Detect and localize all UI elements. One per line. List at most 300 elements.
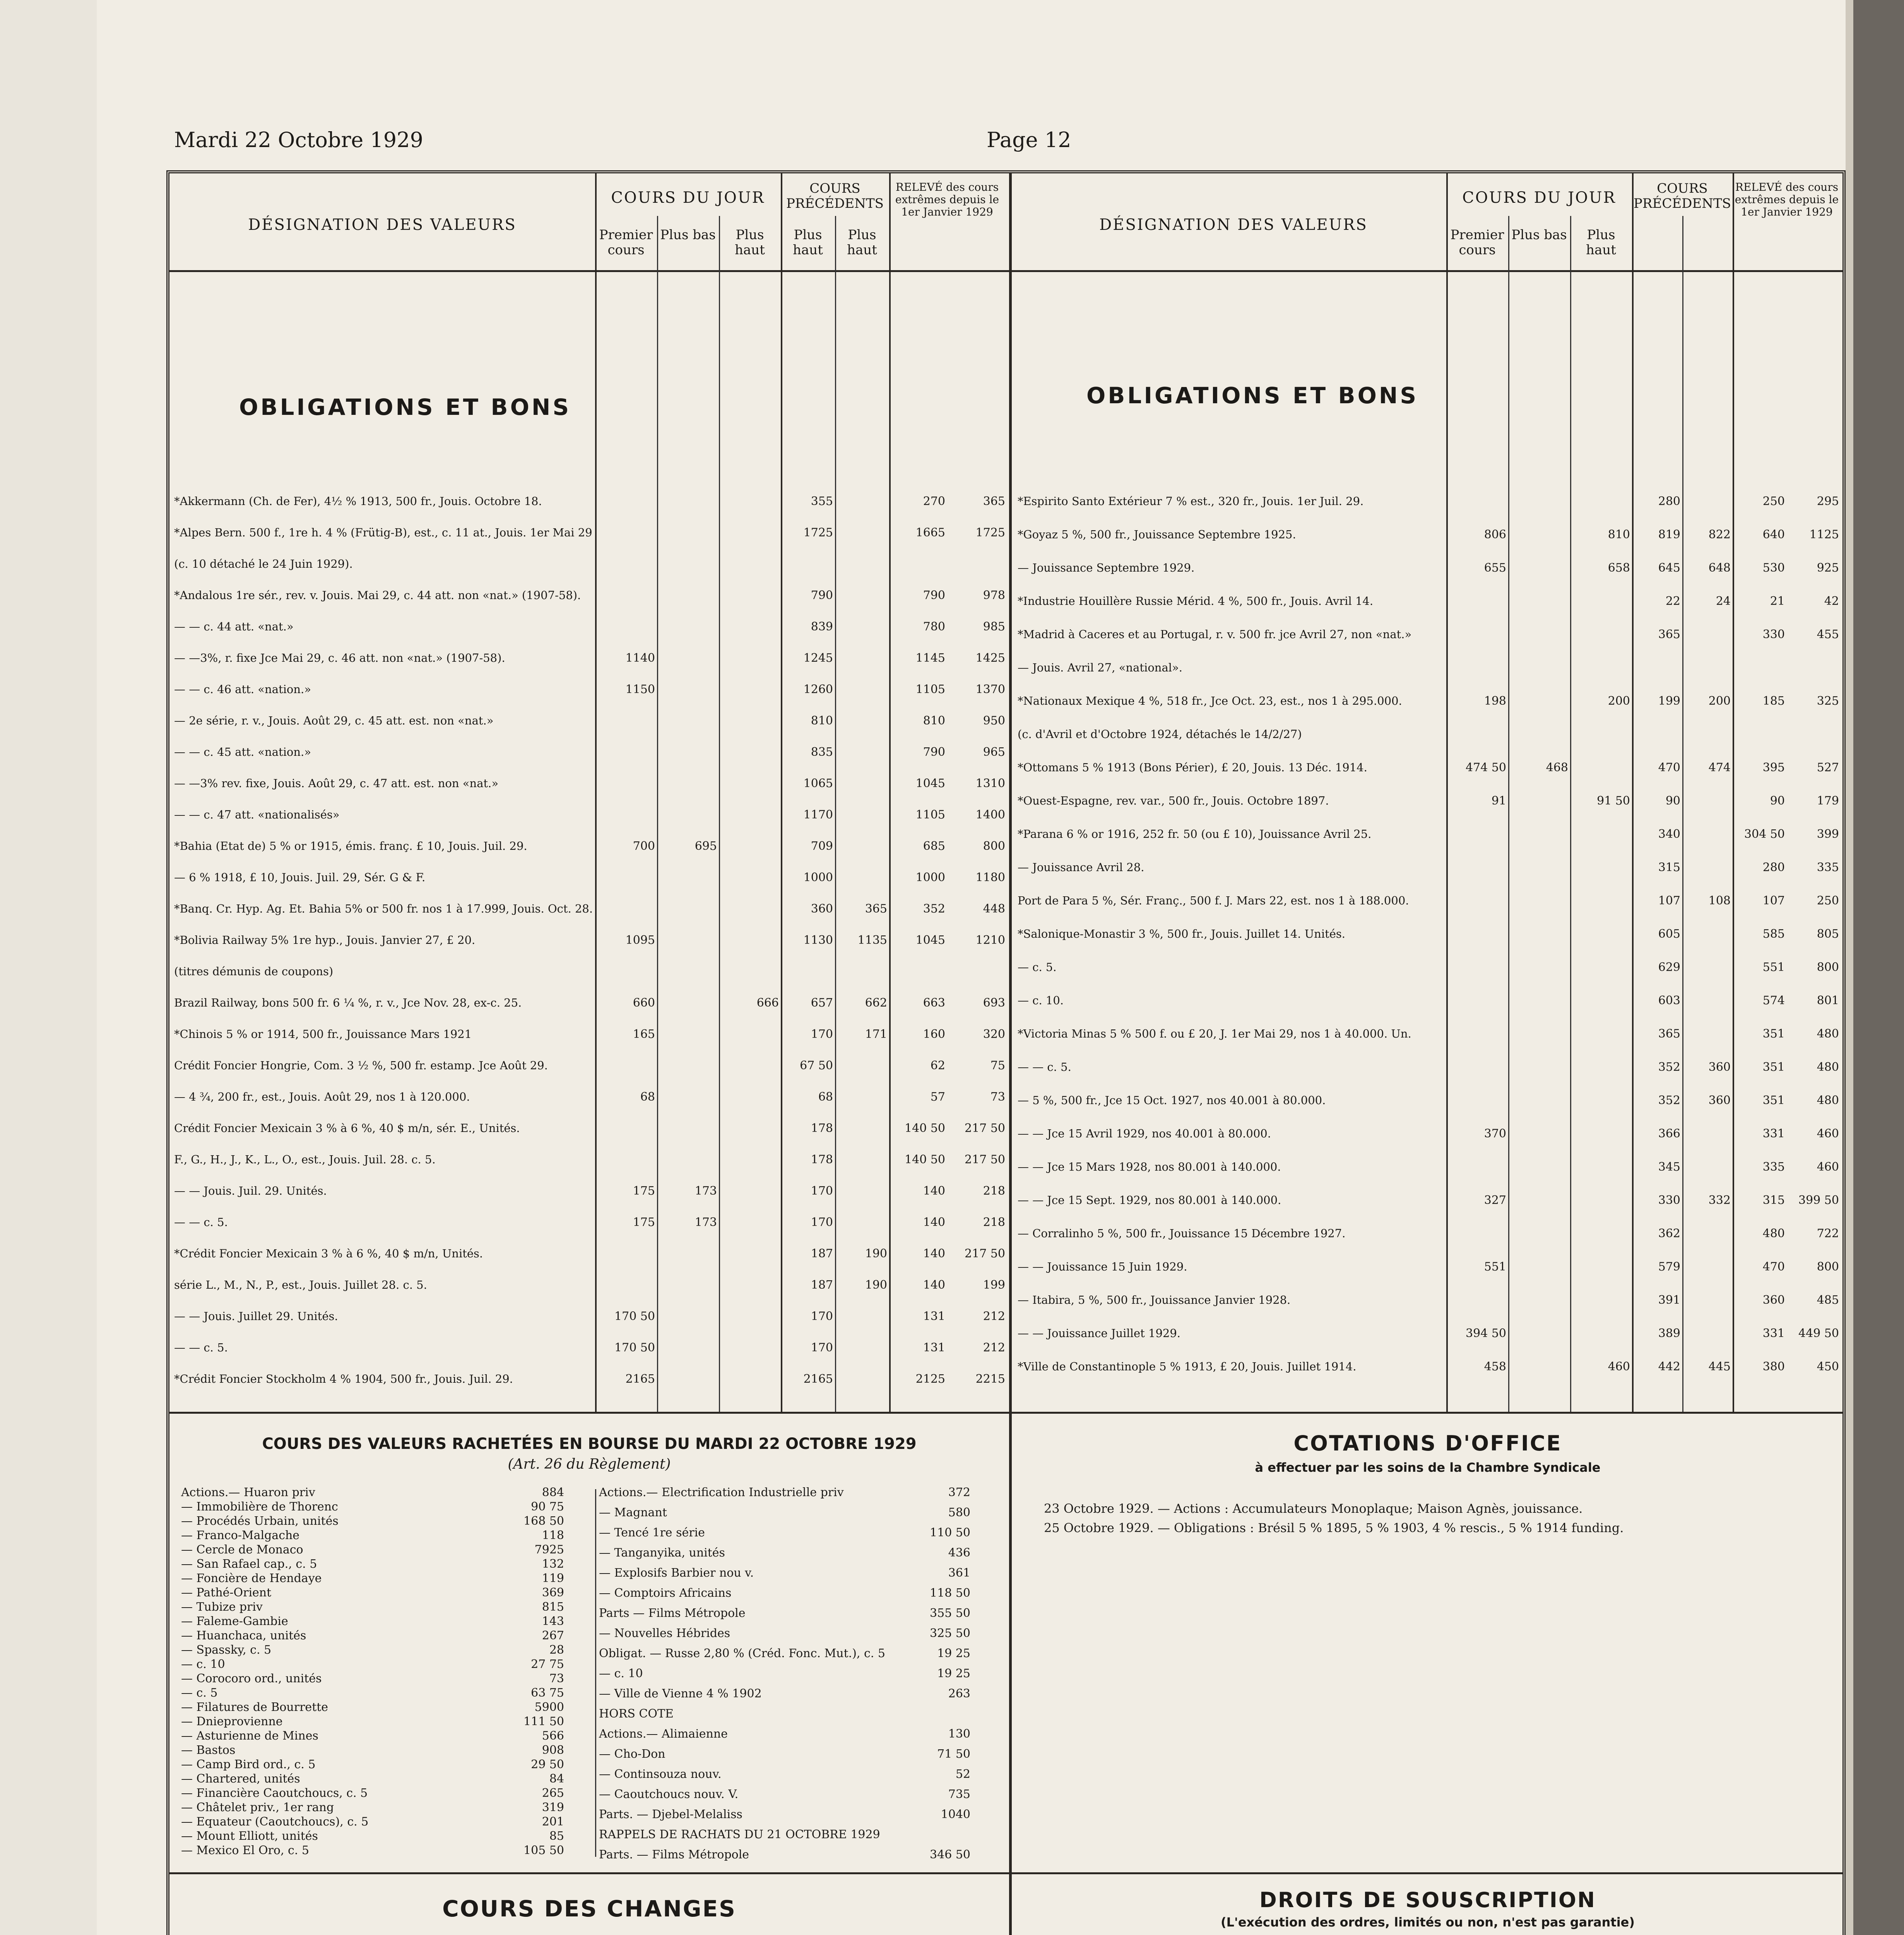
rachetees-item: — Châtelet priv., 1er rang bbox=[181, 1801, 334, 1814]
right-section-title: OBLIGATIONS ET BONS bbox=[1086, 382, 1419, 409]
table-row-value: 68 bbox=[640, 1090, 655, 1104]
table-row-value: 839 bbox=[811, 620, 833, 634]
table-row-value: 801 bbox=[1817, 994, 1839, 1007]
table-row-value: 325 bbox=[1817, 694, 1839, 708]
rachetees-value: 267 bbox=[542, 1629, 564, 1642]
rachetees-value: 90 75 bbox=[531, 1500, 564, 1514]
left-cours-jour-head: COURS DU JOUR bbox=[611, 189, 765, 207]
table-row-value: 131 bbox=[923, 1341, 945, 1354]
table-row-value: 800 bbox=[983, 839, 1005, 853]
table-row-value: 315 bbox=[1762, 1194, 1785, 1207]
table-row-value: 1045 bbox=[915, 777, 945, 790]
table-row-value: 2215 bbox=[975, 1372, 1005, 1386]
table-row-label: — 5 %, 500 fr., Jce 15 Oct. 1927, nos 40.001 à 80.000. bbox=[1018, 1094, 1326, 1107]
table-row-value: 280 bbox=[1762, 861, 1785, 874]
table-row-value: 108 bbox=[1708, 894, 1731, 908]
table-row-value: 171 bbox=[865, 1027, 887, 1041]
col-rule bbox=[657, 216, 658, 1412]
table-row-value: 332 bbox=[1708, 1194, 1731, 1207]
table-row-value: 1245 bbox=[803, 651, 833, 665]
table-row-value: 331 bbox=[1762, 1127, 1785, 1140]
table-row-value: 360 bbox=[1762, 1293, 1785, 1307]
table-row-label: *Industrie Houillère Russie Mérid. 4 %, 500 fr., Jouis. Avril 14. bbox=[1018, 594, 1374, 608]
rachetees-item: Actions.— Electrification Industrielle priv bbox=[599, 1486, 844, 1499]
rachetees-item: — Financière Caoutchoucs, c. 5 bbox=[181, 1786, 368, 1800]
table-row-value: 458 bbox=[1484, 1360, 1506, 1373]
table-row-label: *Ville de Constantinople 5 % 1913, £ 20, Jouis. Juillet 1914. bbox=[1018, 1360, 1357, 1373]
table-row-value: 351 bbox=[1762, 1094, 1785, 1107]
table-row-value: 212 bbox=[983, 1341, 1005, 1354]
office-box bbox=[1013, 1412, 1842, 1872]
table-row-value: 399 50 bbox=[1798, 1194, 1839, 1207]
table-row-value: 90 bbox=[1665, 794, 1680, 808]
rachetees-value: 263 bbox=[948, 1687, 970, 1700]
table-row-label: *Ouest-Espagne, rev. var., 500 fr., Jouis. Octobre 1897. bbox=[1018, 794, 1329, 807]
left-plushaut-head: Plus haut bbox=[735, 227, 765, 258]
table-row-value: 629 bbox=[1658, 961, 1680, 974]
table-row-value: 160 bbox=[923, 1027, 945, 1041]
table-row-label: — — Jouissance 15 Juin 1929. bbox=[1018, 1260, 1187, 1273]
col-rule bbox=[781, 173, 782, 1412]
col-rule bbox=[719, 216, 720, 1412]
rachetees-value: 52 bbox=[955, 1767, 970, 1781]
left-premier-head: Premier cours bbox=[599, 227, 653, 258]
table-row-value: 217 50 bbox=[965, 1122, 1005, 1135]
table-row-value: 395 bbox=[1762, 761, 1785, 774]
table-row-value: 165 bbox=[633, 1027, 655, 1041]
table-row-value: 1370 bbox=[975, 683, 1005, 696]
table-row-value: 178 bbox=[811, 1122, 833, 1135]
changes-box bbox=[169, 1872, 1009, 1935]
table-row-value: 42 bbox=[1824, 594, 1839, 608]
table-row-value: 685 bbox=[923, 839, 945, 853]
table-row-label: — 4 ¾, 200 fr., est., Jouis. Août 29, nos 1 à 120.000. bbox=[174, 1090, 470, 1103]
rachetees-item: RAPPELS DE RACHATS DU 21 OCTOBRE 1929 bbox=[599, 1828, 880, 1841]
left-precedents-head: COURS PRÉCÉDENTS bbox=[786, 181, 884, 212]
table-row-value: 140 bbox=[923, 1247, 945, 1260]
rachetees-item: Actions.— Huaron priv bbox=[181, 1486, 315, 1499]
table-row-value: 68 bbox=[818, 1090, 833, 1104]
rachetees-item: — Faleme-Gambie bbox=[181, 1615, 288, 1628]
table-row-label: *Ottomans 5 % 1913 (Bons Périer), £ 20, Jouis. 13 Déc. 1914. bbox=[1018, 761, 1367, 774]
table-row-value: 790 bbox=[923, 745, 945, 759]
table-row-label: (c. d'Avril et d'Octobre 1924, détachés le 14/2/27) bbox=[1018, 728, 1302, 741]
rachetees-value: 361 bbox=[948, 1566, 970, 1580]
table-row-label: — — c. 47 att. «nationalisés» bbox=[174, 808, 340, 821]
table-row-value: 90 bbox=[1770, 794, 1785, 808]
table-row-value: 2165 bbox=[625, 1372, 655, 1386]
table-row-value: 965 bbox=[983, 745, 1005, 759]
table-row-label: *Akkermann (Ch. de Fer), 4½ % 1913, 500 fr., Jouis. Octobre 18. bbox=[174, 495, 542, 508]
header-page: Page 12 bbox=[987, 128, 1071, 152]
rachetees-item: — Spassky, c. 5 bbox=[181, 1643, 272, 1657]
rachetees-value: 325 50 bbox=[930, 1627, 970, 1640]
rachetees-value: 111 50 bbox=[523, 1715, 564, 1728]
table-row-value: 187 bbox=[811, 1247, 833, 1260]
table-row-value: 330 bbox=[1762, 628, 1785, 641]
rachetees-item: HORS COTE bbox=[599, 1707, 674, 1721]
table-row-value: 57 bbox=[930, 1090, 945, 1104]
table-row-value: 365 bbox=[865, 902, 887, 916]
droits-box bbox=[1013, 1872, 1842, 1935]
table-row-value: 666 bbox=[756, 996, 779, 1010]
office-title: COTATIONS D'OFFICE bbox=[1293, 1431, 1562, 1456]
rachetees-value: 369 bbox=[542, 1586, 564, 1599]
rachetees-item: Parts — Films Métropole bbox=[599, 1606, 746, 1620]
table-row-value: 352 bbox=[1658, 1094, 1680, 1107]
rachetees-value: 5900 bbox=[534, 1700, 564, 1714]
rachetees-box bbox=[169, 1412, 1009, 1872]
table-row-value: 250 bbox=[1762, 495, 1785, 508]
table-row-value: 304 50 bbox=[1744, 827, 1785, 841]
table-row-value: 1725 bbox=[803, 526, 833, 539]
rachetees-value: 110 50 bbox=[930, 1526, 970, 1539]
table-row-value: 389 bbox=[1658, 1327, 1680, 1340]
rachetees-item: — Chartered, unités bbox=[181, 1772, 300, 1786]
table-row-value: 199 bbox=[983, 1278, 1005, 1292]
table-row-label: *Banq. Cr. Hyp. Ag. Et. Bahia 5% or 500 fr. nos 1 à 17.999, Jouis. Oct. 28. bbox=[174, 902, 593, 915]
main-frame bbox=[166, 170, 1846, 1935]
table-row-value: 170 bbox=[811, 1027, 833, 1041]
rachetees-item: — Ville de Vienne 4 % 1902 bbox=[599, 1687, 762, 1700]
table-row-label: — c. 5. bbox=[1018, 961, 1057, 974]
table-row-value: 320 bbox=[983, 1027, 1005, 1041]
rachetees-item: Parts. — Djebel-Melaliss bbox=[599, 1808, 742, 1821]
table-row-value: 179 bbox=[1817, 794, 1839, 808]
rachetees-item: Actions.— Alimaienne bbox=[599, 1727, 728, 1741]
table-row-value: 335 bbox=[1762, 1160, 1785, 1174]
table-row-label: — — Jce 15 Sept. 1929, nos 80.001 à 140.000. bbox=[1018, 1194, 1281, 1207]
table-row-label: *Goyaz 5 %, 500 fr., Jouissance Septembre 1925. bbox=[1018, 528, 1296, 541]
rachetees-value: 168 50 bbox=[523, 1514, 564, 1528]
table-row-value: 1065 bbox=[803, 777, 833, 790]
rachetees-item: — Foncière de Hendaye bbox=[181, 1572, 322, 1585]
table-row-label: *Parana 6 % or 1916, 252 fr. 50 (ou £ 10), Jouissance Avril 25. bbox=[1018, 827, 1372, 841]
table-row-label: *Crédit Foncier Stockholm 4 % 1904, 500 fr., Jouis. Juil. 29. bbox=[174, 1372, 513, 1385]
table-row-label: — — Jce 15 Mars 1928, nos 80.001 à 140.000. bbox=[1018, 1160, 1281, 1173]
left-prec-plushaut: Plus haut bbox=[793, 227, 823, 258]
col-rule bbox=[1733, 173, 1734, 1412]
office-subtitle: à effectuer par les soins de la Chambre Syndicale bbox=[1255, 1460, 1601, 1475]
table-row-value: 170 bbox=[811, 1184, 833, 1198]
rachetees-item: — Explosifs Barbier nou v. bbox=[599, 1566, 754, 1580]
rachetees-value: 71 50 bbox=[937, 1747, 970, 1761]
table-row-value: 480 bbox=[1817, 1060, 1839, 1074]
rachetees-value: 130 bbox=[948, 1727, 970, 1741]
table-row-label: *Victoria Minas 5 % 500 f. ou £ 20, J. 1er Mai 29, nos 1 à 40.000. Un. bbox=[1018, 1027, 1411, 1040]
col-rule bbox=[1508, 216, 1509, 1412]
rachetees-value: 27 75 bbox=[531, 1658, 564, 1671]
rachetees-item: — Mexico El Oro, c. 5 bbox=[181, 1844, 309, 1857]
table-row-value: 449 50 bbox=[1798, 1327, 1839, 1340]
table-row-label: — Jouissance Avril 28. bbox=[1018, 861, 1144, 874]
rachetees-item: — Procédés Urbain, unités bbox=[181, 1514, 339, 1528]
table-row-value: 805 bbox=[1817, 927, 1839, 941]
table-row-label: — — Jouissance Juillet 1929. bbox=[1018, 1327, 1181, 1340]
rachetees-item: — c. 5 bbox=[181, 1686, 218, 1700]
table-row-value: 200 bbox=[1708, 694, 1731, 708]
rachetees-item: — Asturienne de Mines bbox=[181, 1729, 318, 1743]
rachetees-item: — Camp Bird ord., c. 5 bbox=[181, 1758, 316, 1771]
table-row-value: 352 bbox=[923, 902, 945, 916]
table-row-value: 67 50 bbox=[800, 1059, 833, 1072]
rachetees-value: 105 50 bbox=[523, 1844, 564, 1857]
table-row-value: 170 bbox=[811, 1310, 833, 1323]
table-row-value: 140 bbox=[923, 1216, 945, 1229]
table-row-value: 218 bbox=[983, 1216, 1005, 1229]
rachetees-value: 29 50 bbox=[531, 1758, 564, 1771]
left-designation-head: DÉSIGNATION DES VALEURS bbox=[248, 216, 517, 234]
table-row-value: 985 bbox=[983, 620, 1005, 634]
table-row-label: — — Jouis. Juillet 29. Unités. bbox=[174, 1310, 338, 1323]
table-row-label: *Salonique-Monastir 3 %, 500 fr., Jouis. Juillet 14. Unités. bbox=[1018, 927, 1346, 940]
rachetees-value: 132 bbox=[542, 1557, 564, 1571]
table-row-label: série L., M., N., P., est., Jouis. Juillet 28. c. 5. bbox=[174, 1278, 427, 1291]
table-row-value: 2165 bbox=[803, 1372, 833, 1386]
table-row-label: — 2e série, r. v., Jouis. Août 29, c. 45 att. est. non «nat.» bbox=[174, 714, 494, 727]
table-row-value: 480 bbox=[1762, 1227, 1785, 1240]
table-row-value: 295 bbox=[1817, 495, 1839, 508]
table-row-value: 399 bbox=[1817, 827, 1839, 841]
rachetees-item: — Cercle de Monaco bbox=[181, 1543, 303, 1557]
rachetees-value: 735 bbox=[948, 1788, 970, 1801]
table-row-value: 1140 bbox=[625, 651, 655, 665]
col-rule bbox=[595, 1489, 596, 1857]
table-row-value: 1725 bbox=[975, 526, 1005, 539]
table-row-label: — — c. 46 att. «nation.» bbox=[174, 683, 311, 696]
table-row-value: 212 bbox=[983, 1310, 1005, 1323]
table-row-value: 978 bbox=[983, 589, 1005, 602]
table-row-label: *Andalous 1re sér., rev. v. Jouis. Mai 29, c. 44 att. non «nat.» (1907-58). bbox=[174, 589, 581, 602]
table-row-value: 448 bbox=[983, 902, 1005, 916]
left-releve-head: RELEVÉ des cours extrêmes depuis le 1er Janvier 1929 bbox=[895, 181, 999, 219]
col-rule bbox=[595, 173, 597, 1412]
table-row-value: 1150 bbox=[625, 683, 655, 696]
table-row-label: *Alpes Bern. 500 f., 1re h. 4 % (Frütig-B), est., c. 11 at., Jouis. 1er Mai 29 bbox=[174, 526, 592, 539]
rachetees-value: 355 50 bbox=[930, 1606, 970, 1620]
table-row-label: *Crédit Foncier Mexicain 3 % à 6 %, 40 $ m/n, Unités. bbox=[174, 1247, 483, 1260]
rachetees-value: 73 bbox=[549, 1672, 564, 1685]
table-row-value: 551 bbox=[1484, 1260, 1506, 1274]
table-row-value: 790 bbox=[923, 589, 945, 602]
table-row-value: 790 bbox=[811, 589, 833, 602]
rachetees-item: — Mount Elliott, unités bbox=[181, 1829, 318, 1843]
table-row-value: 1400 bbox=[975, 808, 1005, 822]
col-rule bbox=[889, 173, 891, 1412]
table-row-value: 655 bbox=[1484, 561, 1506, 575]
rachetees-item: Obligat. — Russe 2,80 % (Créd. Fonc. Mut.), c. 5 bbox=[599, 1647, 885, 1660]
rachetees-value: 19 25 bbox=[937, 1647, 970, 1660]
table-row-value: 2125 bbox=[915, 1372, 945, 1386]
table-row-value: 810 bbox=[923, 714, 945, 728]
right-plusbas-head: Plus bas bbox=[1511, 227, 1567, 243]
table-row-label: F., G., H., J., K., L., O., est., Jouis. Juil. 28. c. 5. bbox=[174, 1153, 436, 1166]
rachetees-value: 346 50 bbox=[930, 1848, 970, 1861]
table-row-label: *Bolivia Railway 5% 1re hyp., Jouis. Janvier 27, £ 20. bbox=[174, 933, 476, 947]
table-row-value: 217 50 bbox=[965, 1247, 1005, 1260]
table-row-value: 73 bbox=[990, 1090, 1005, 1104]
table-row-value: 1045 bbox=[915, 933, 945, 947]
table-row-value: 474 50 bbox=[1466, 761, 1506, 774]
left-plusbas-head: Plus bas bbox=[660, 227, 716, 243]
table-row-value: 380 bbox=[1762, 1360, 1785, 1373]
table-row-value: 1000 bbox=[915, 871, 945, 884]
table-row-value: 91 50 bbox=[1597, 794, 1630, 808]
table-row-value: 780 bbox=[923, 620, 945, 634]
rachetees-item: — Pathé-Orient bbox=[181, 1586, 272, 1599]
table-row-value: 391 bbox=[1658, 1293, 1680, 1307]
table-row-value: 1210 bbox=[975, 933, 1005, 947]
table-row-label: — —3% rev. fixe, Jouis. Août 29, c. 47 att. est. non «nat.» bbox=[174, 777, 499, 790]
table-row-value: 178 bbox=[811, 1153, 833, 1166]
rachetees-item: — Franco-Malgache bbox=[181, 1529, 300, 1542]
rachetees-item: — Tubize priv bbox=[181, 1600, 263, 1614]
rachetees-item: — Corocoro ord., unités bbox=[181, 1672, 322, 1685]
rachetees-value: 28 bbox=[549, 1643, 564, 1657]
table-row-label: — Jouissance Septembre 1929. bbox=[1018, 561, 1195, 574]
table-row-value: 1105 bbox=[915, 683, 945, 696]
table-row-value: 370 bbox=[1484, 1127, 1506, 1140]
rachetees-item: — Filatures de Bourrette bbox=[181, 1700, 328, 1714]
table-row-value: 345 bbox=[1658, 1160, 1680, 1174]
table-row-value: 1135 bbox=[857, 933, 887, 947]
center-rule bbox=[1009, 173, 1012, 1412]
rachetees-value: 201 bbox=[542, 1815, 564, 1829]
rachetees-item: — Dnieprovienne bbox=[181, 1715, 283, 1728]
table-row-value: 551 bbox=[1762, 961, 1785, 974]
table-row-value: 1425 bbox=[975, 651, 1005, 665]
table-row-value: 330 bbox=[1658, 1194, 1680, 1207]
droits-title: DROITS DE SOUSCRIPTION bbox=[1259, 1888, 1596, 1912]
rachetees-value: 815 bbox=[542, 1600, 564, 1614]
header-date: Mardi 22 Octobre 1929 bbox=[174, 128, 423, 152]
rachetees-item: — Comptoirs Africains bbox=[599, 1586, 732, 1600]
rachetees-item: — Immobilière de Thorenc bbox=[181, 1500, 338, 1514]
table-row-value: 360 bbox=[1708, 1094, 1731, 1107]
table-row-value: 270 bbox=[923, 495, 945, 508]
table-row-value: 657 bbox=[811, 996, 833, 1010]
table-row-value: 662 bbox=[865, 996, 887, 1010]
table-row-value: 140 bbox=[923, 1184, 945, 1198]
rachetees-value: 319 bbox=[542, 1801, 564, 1814]
table-row-label: (c. 10 détaché le 24 Juin 1929). bbox=[174, 557, 353, 570]
rachetees-value: 19 25 bbox=[937, 1667, 970, 1680]
table-row-value: 640 bbox=[1762, 528, 1785, 541]
table-row-value: 170 bbox=[811, 1216, 833, 1229]
table-row-value: 218 bbox=[983, 1184, 1005, 1198]
table-row-label: — — c. 5. bbox=[174, 1216, 228, 1229]
rachetees-item: — Tencé 1re série bbox=[599, 1526, 705, 1539]
table-row-value: 925 bbox=[1817, 561, 1839, 575]
binding-edge bbox=[1853, 0, 1904, 1935]
rachetees-value: 908 bbox=[542, 1743, 564, 1757]
table-row-value: 460 bbox=[1608, 1360, 1630, 1373]
table-row-label: — — c. 45 att. «nation.» bbox=[174, 745, 311, 759]
table-row-value: 810 bbox=[1608, 528, 1630, 541]
rachetees-item: — c. 10 bbox=[599, 1667, 643, 1680]
table-row-value: 574 bbox=[1762, 994, 1785, 1007]
table-row-value: 190 bbox=[865, 1247, 887, 1260]
rachetees-value: 372 bbox=[948, 1486, 970, 1499]
newspaper-page bbox=[97, 0, 1846, 1935]
table-row-value: 530 bbox=[1762, 561, 1785, 575]
left-section-title: OBLIGATIONS ET BONS bbox=[239, 394, 571, 420]
table-row-value: 822 bbox=[1708, 528, 1731, 541]
table-row-value: 950 bbox=[983, 714, 1005, 728]
table-row-value: 91 bbox=[1491, 794, 1506, 808]
rachetees-value: 884 bbox=[542, 1486, 564, 1499]
table-row-value: 315 bbox=[1658, 861, 1680, 874]
table-row-label: Port de Para 5 %, Sér. Franç., 500 f. J. Mars 22, est. nos 1 à 188.000. bbox=[1018, 894, 1409, 907]
table-row-value: 185 bbox=[1762, 694, 1785, 708]
table-row-value: 394 50 bbox=[1466, 1327, 1506, 1340]
table-row-label: *Madrid à Caceres et au Portugal, r. v. 500 fr. jce Avril 27, non «nat.» bbox=[1018, 628, 1412, 641]
table-row-value: 250 bbox=[1817, 894, 1839, 908]
table-row-value: 173 bbox=[695, 1184, 717, 1198]
table-row-value: 460 bbox=[1817, 1127, 1839, 1140]
table-row-value: 24 bbox=[1716, 594, 1731, 608]
table-row-label: — — c. 5. bbox=[174, 1341, 228, 1354]
table-row-value: 199 bbox=[1658, 694, 1680, 708]
table-row-value: 1145 bbox=[915, 651, 945, 665]
table-row-value: 280 bbox=[1658, 495, 1680, 508]
table-row-value: 585 bbox=[1762, 927, 1785, 941]
table-row-value: 140 50 bbox=[905, 1153, 945, 1166]
table-row-value: 709 bbox=[811, 839, 833, 853]
center-rule-lower bbox=[1009, 1412, 1012, 1935]
rachetees-item: — c. 10 bbox=[181, 1658, 225, 1671]
table-row-label: — —3%, r. fixe Jce Mai 29, c. 46 att. non «nat.» (1907-58). bbox=[174, 651, 505, 664]
table-row-value: 175 bbox=[633, 1216, 655, 1229]
rachetees-title: COURS DES VALEURS RACHETÉES EN BOURSE DU MARDI 22 OCTOBRE 1929 bbox=[262, 1435, 917, 1453]
table-row-label: — Itabira, 5 %, 500 fr., Jouissance Janvier 1928. bbox=[1018, 1293, 1291, 1307]
table-row-value: 75 bbox=[990, 1059, 1005, 1072]
rachetees-item: — Caoutchoucs nouv. V. bbox=[599, 1788, 739, 1801]
col-rule bbox=[1570, 216, 1571, 1412]
rachetees-value: 118 50 bbox=[930, 1586, 970, 1600]
rachetees-value: 143 bbox=[542, 1615, 564, 1628]
table-row-label: — — c. 44 att. «nat.» bbox=[174, 620, 294, 633]
table-row-value: 470 bbox=[1762, 1260, 1785, 1274]
table-row-value: 170 50 bbox=[614, 1341, 655, 1354]
table-row-label: — 6 % 1918, £ 10, Jouis. Juil. 29, Sér. G & F. bbox=[174, 871, 426, 884]
table-row-value: 474 bbox=[1708, 761, 1731, 774]
table-row-value: 806 bbox=[1484, 528, 1506, 541]
table-row-label: — Corralinho 5 %, 500 fr., Jouissance 15 Décembre 1927. bbox=[1018, 1227, 1346, 1240]
rachetees-value: 7925 bbox=[534, 1543, 564, 1557]
table-row-value: 605 bbox=[1658, 927, 1680, 941]
office-line-1: 23 Octobre 1929. — Actions : Accumulateurs Monoplaque; Maison Agnès, jouissance. bbox=[1044, 1501, 1583, 1516]
table-row-value: 198 bbox=[1484, 694, 1506, 708]
left-prec-plushaut2: Plus haut bbox=[847, 227, 877, 258]
table-row-value: 455 bbox=[1817, 628, 1839, 641]
table-row-value: 480 bbox=[1817, 1027, 1839, 1041]
table-row-value: 335 bbox=[1817, 861, 1839, 874]
header-rule bbox=[169, 270, 1842, 272]
table-row-value: 695 bbox=[695, 839, 717, 853]
table-row-label: (titres démunis de coupons) bbox=[174, 965, 334, 978]
rachetees-item: — Huanchaca, unités bbox=[181, 1629, 306, 1642]
table-row-value: 700 bbox=[633, 839, 655, 853]
table-row-value: 579 bbox=[1658, 1260, 1680, 1274]
table-row-value: 173 bbox=[695, 1216, 717, 1229]
table-row-value: 1170 bbox=[803, 808, 833, 822]
table-row-label: *Bahia (Etat de) 5 % or 1915, émis. franç. £ 10, Jouis. Juil. 29. bbox=[174, 839, 527, 853]
table-row-value: 22 bbox=[1665, 594, 1680, 608]
table-row-value: 800 bbox=[1817, 961, 1839, 974]
table-row-value: 217 50 bbox=[965, 1153, 1005, 1166]
table-row-value: 107 bbox=[1762, 894, 1785, 908]
